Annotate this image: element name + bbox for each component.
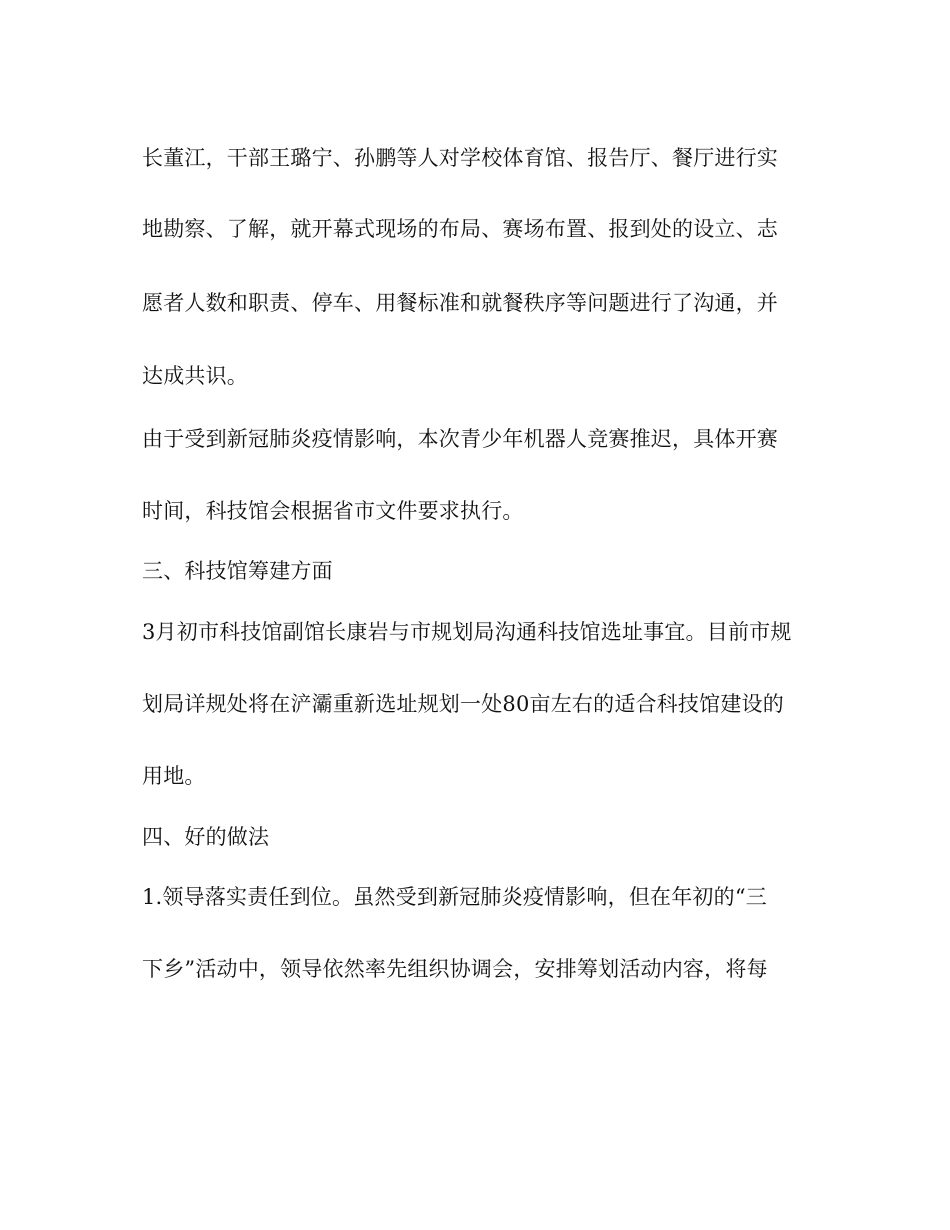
text-line: 达成共识。 [142,364,248,388]
section-heading: 四、好的做法 [142,825,270,849]
text-line: 愿者人数和职责、停车、用餐标准和就餐秩序等问题进行了沟通，并 [142,291,778,315]
text-line: 时间，科技馆会根据省市文件要求执行。 [142,499,524,523]
text-line: 下乡”活动中，领导依然率先组织协调会，安排筹划活动内容，将每 [142,957,768,981]
text-line: 1.领导落实责任到位。虽然受到新冠肺炎疫情影响，但在年初的“三 [142,885,767,909]
text-line: 长董江，干部王璐宁、孙鹏等人对学校体育馆、报告厅、餐厅进行实 [142,146,778,170]
text-line: 地勘察、了解，就开幕式现场的布局、赛场布置、报到处的设立、志 [142,217,778,241]
text-line: 由于受到新冠肺炎疫情影响，本次青少年机器人竞赛推迟，具体开赛 [142,427,778,451]
section-heading: 三、科技馆筹建方面 [142,559,333,583]
text-line: 3月初市科技馆副馆长康岩与市规划局沟通科技馆选址事宜。目前市规 [142,620,792,644]
text-line: 划局详规处将在浐灞重新选址规划一处80亩左右的适合科技馆建设的 [142,692,784,716]
text-line: 用地。 [142,764,206,788]
